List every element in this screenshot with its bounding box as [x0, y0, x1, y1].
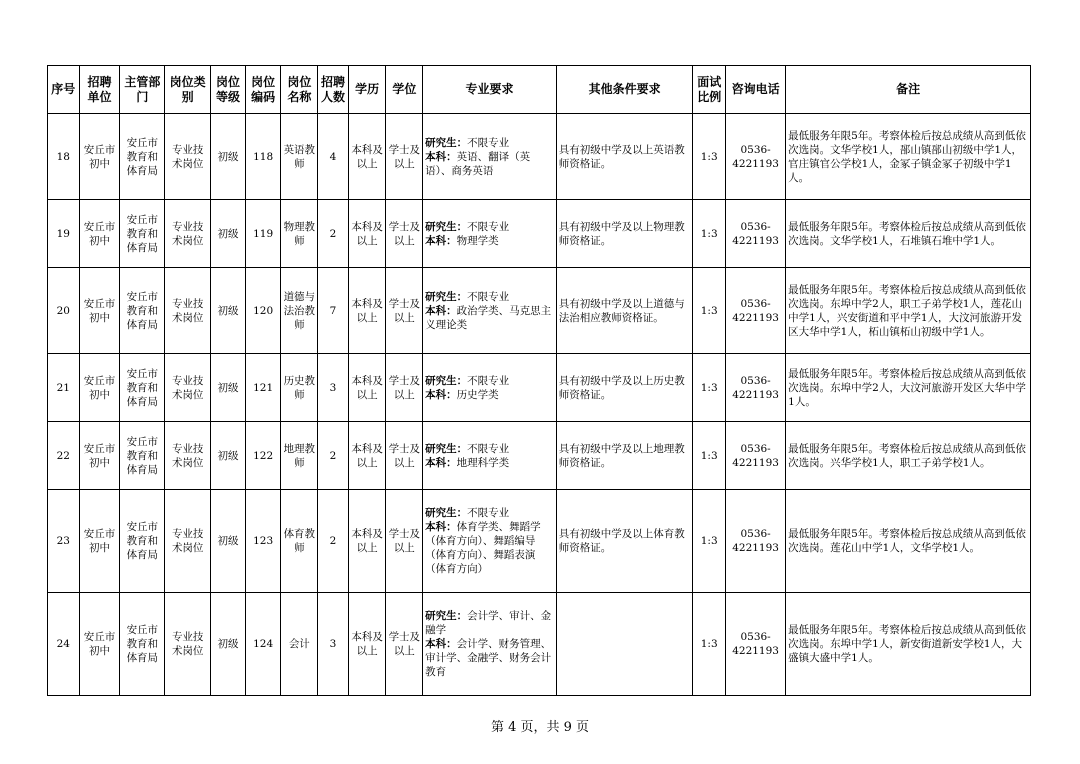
remark: 最低服务年限5年。考察体检后按总成绩从高到低依次选岗。兴华学校1人，职工子弟学校1人。: [786, 422, 1031, 490]
header-cell: 岗位名称: [281, 66, 318, 114]
remark: 最低服务年限5年。考察体检后按总成绩从高到低依次选岗。东埠中学2人，职工子弟学校1人，莲花山中学1人，兴安街道和平中学1人，大汶河旅游开发区大华中学1人，柘山镇柘山初级中学1人。: [786, 268, 1031, 354]
grad-label: 研究生：: [425, 290, 468, 303]
grad-major: 不限专业: [467, 136, 510, 149]
supervising-dept: 安丘市教育和体育局: [120, 200, 165, 268]
row-number: 23: [48, 490, 80, 593]
interview-ratio: 1:3: [693, 114, 726, 200]
other-requirements: 具有初级中学及以上地理教师资格证。: [556, 422, 693, 490]
post-level: 初级: [211, 268, 246, 354]
post-code: 118: [245, 114, 281, 200]
table-row: [48, 114, 1031, 200]
major-requirement: [423, 593, 557, 696]
major-requirement: [423, 268, 557, 354]
other-requirements: 具有初级中学及以上历史教师资格证。: [556, 354, 693, 422]
recruiting-unit: 安丘市初中: [79, 268, 120, 354]
table-row: [48, 200, 1031, 268]
remark: 最低服务年限5年。考察体检后按总成绩从高到低依次选岗。东埠中学1人，新安街道新安学校1人，大盛镇大盛中学1人。: [786, 593, 1031, 696]
hire-count: 3: [318, 354, 349, 422]
recruitment-table: [47, 65, 1031, 696]
undergrad-label: 本科：: [425, 638, 457, 650]
post-code: 120: [245, 268, 281, 354]
post-category: 专业技术岗位: [165, 422, 211, 490]
contact-phone: 0536-4221193: [726, 422, 786, 490]
remark: 最低服务年限5年。考察体检后按总成绩从高到低依次选岗。文华学校1人，郚山镇郚山初级中学1人，官庄镇官公学校1人，金冢子镇金冢子初级中学1人。: [786, 114, 1031, 200]
table-row: [48, 268, 1031, 354]
supervising-dept: 安丘市教育和体育局: [120, 354, 165, 422]
degree: 学士及以上: [386, 422, 423, 490]
other-requirements: 具有初级中学及以上英语教师资格证。: [556, 114, 693, 200]
grad-label: 研究生：: [425, 220, 468, 233]
undergrad-label: 本科：: [425, 304, 457, 317]
contact-phone: 0536-4221193: [726, 114, 786, 200]
grad-major: 会计学、审计、金融学: [425, 610, 552, 636]
row-number: 24: [48, 593, 80, 696]
degree: 学士及以上: [386, 354, 423, 422]
major-requirement: [423, 490, 557, 593]
recruiting-unit: 安丘市初中: [79, 593, 120, 696]
header-cell: 招聘单位: [79, 66, 120, 114]
undergrad-major: 历史学类: [456, 388, 499, 401]
header-cell: 学位: [386, 66, 423, 114]
post-code: 121: [245, 354, 281, 422]
education: 本科及以上: [348, 354, 386, 422]
grad-label: 研究生：: [425, 442, 468, 455]
contact-phone: 0536-4221193: [726, 593, 786, 696]
post-code: 123: [245, 490, 281, 593]
post-category: 专业技术岗位: [165, 490, 211, 593]
undergrad-label: 本科：: [425, 521, 457, 533]
hire-count: 2: [318, 422, 349, 490]
undergrad-major: 英语、翻译（英语）、商务英语: [425, 150, 531, 177]
recruiting-unit: 安丘市初中: [79, 490, 120, 593]
header-cell: 序号: [48, 66, 80, 114]
row-number: 18: [48, 114, 80, 200]
header-cell: 其他条件要求: [556, 66, 693, 114]
hire-count: 2: [318, 200, 349, 268]
contact-phone: 0536-4221193: [726, 490, 786, 593]
header-cell: 咨询电话: [726, 66, 786, 114]
row-number: 22: [48, 422, 80, 490]
grad-major: 不限专业: [467, 442, 510, 455]
interview-ratio: 1:3: [693, 200, 726, 268]
post-level: 初级: [211, 354, 246, 422]
hire-count: 2: [318, 490, 349, 593]
supervising-dept: 安丘市教育和体育局: [120, 268, 165, 354]
degree: 学士及以上: [386, 200, 423, 268]
header-cell: 主管部门: [120, 66, 165, 114]
undergrad-major: 体育学类、舞蹈学（体育方向）、舞蹈编导（体育方向）、舞蹈表演（体育方向）: [425, 521, 541, 575]
hire-count: 3: [318, 593, 349, 696]
page-footer: 第 4 页，共 9 页: [490, 720, 590, 735]
post-category: 专业技术岗位: [165, 114, 211, 200]
other-requirements: 具有初级中学及以上体育教师资格证。: [556, 490, 693, 593]
degree: 学士及以上: [386, 114, 423, 200]
major-requirement: [423, 354, 557, 422]
post-level: 初级: [211, 490, 246, 593]
post-level: 初级: [211, 114, 246, 200]
post-name: 英语教师: [281, 114, 318, 200]
recruiting-unit: 安丘市初中: [79, 354, 120, 422]
education: 本科及以上: [348, 200, 386, 268]
education: 本科及以上: [348, 422, 386, 490]
major-requirement: [423, 114, 557, 200]
post-category: 专业技术岗位: [165, 268, 211, 354]
contact-phone: 0536-4221193: [726, 200, 786, 268]
undergrad-label: 本科：: [425, 150, 457, 163]
degree: 学士及以上: [386, 490, 423, 593]
post-category: 专业技术岗位: [165, 200, 211, 268]
interview-ratio: 1:3: [693, 422, 726, 490]
undergrad-major: 物理学类: [456, 234, 499, 247]
other-requirements: 具有初级中学及以上道德与法治相应教师资格证。: [556, 268, 693, 354]
interview-ratio: 1:3: [693, 354, 726, 422]
table-row: [48, 490, 1031, 593]
undergrad-major: 政治学类、马克思主义理论类: [425, 304, 552, 331]
degree: 学士及以上: [386, 593, 423, 696]
hire-count: 4: [318, 114, 349, 200]
major-requirement: [423, 200, 557, 268]
grad-label: 研究生：: [425, 136, 468, 149]
post-code: 119: [245, 200, 281, 268]
remark: 最低服务年限5年。考察体检后按总成绩从高到低依次选岗。东埠中学2人，大汶河旅游开发区大华中学1人。: [786, 354, 1031, 422]
contact-phone: 0536-4221193: [726, 354, 786, 422]
table-row: [48, 422, 1031, 490]
table-row: [48, 354, 1031, 422]
post-name: 体育教师: [281, 490, 318, 593]
supervising-dept: 安丘市教育和体育局: [120, 593, 165, 696]
post-category: 专业技术岗位: [165, 354, 211, 422]
post-name: 道德与法治教师: [281, 268, 318, 354]
row-number: 20: [48, 268, 80, 354]
undergrad-major: 地理科学类: [456, 456, 510, 469]
grad-major: 不限专业: [467, 290, 510, 303]
post-level: 初级: [211, 422, 246, 490]
grad-label: 研究生：: [425, 610, 468, 622]
other-requirements: 具有初级中学及以上物理教师资格证。: [556, 200, 693, 268]
table-row: [48, 593, 1031, 696]
post-level: 初级: [211, 200, 246, 268]
supervising-dept: 安丘市教育和体育局: [120, 490, 165, 593]
grad-major: 不限专业: [467, 374, 510, 387]
interview-ratio: 1:3: [693, 490, 726, 593]
undergrad-label: 本科：: [425, 234, 457, 247]
header-cell: 岗位类别: [165, 66, 211, 114]
interview-ratio: 1:3: [693, 593, 726, 696]
education: 本科及以上: [348, 268, 386, 354]
header-cell: 面试比例: [693, 66, 726, 114]
post-name: 物理教师: [281, 200, 318, 268]
grad-label: 研究生：: [425, 507, 468, 519]
post-code: 124: [245, 593, 281, 696]
undergrad-major: 会计学、财务管理、审计学、金融学、财务会计教育: [425, 638, 552, 678]
header-cell: 专业要求: [423, 66, 557, 114]
education: 本科及以上: [348, 114, 386, 200]
undergrad-label: 本科：: [425, 456, 457, 469]
header-cell: 岗位编码: [245, 66, 281, 114]
grad-major: 不限专业: [467, 220, 510, 233]
remark: 最低服务年限5年。考察体检后按总成绩从高到低依次选岗。莲花山中学1人，文华学校1人。: [786, 490, 1031, 593]
grad-label: 研究生：: [425, 374, 468, 387]
education: 本科及以上: [348, 490, 386, 593]
header-row: [48, 66, 1031, 114]
header-cell: 岗位等级: [211, 66, 246, 114]
undergrad-label: 本科：: [425, 388, 457, 401]
remark: 最低服务年限5年。考察体检后按总成绩从高到低依次选岗。文华学校1人，石堆镇石堆中学1人。: [786, 200, 1031, 268]
post-name: 历史教师: [281, 354, 318, 422]
post-level: 初级: [211, 593, 246, 696]
contact-phone: 0536-4221193: [726, 268, 786, 354]
post-category: 专业技术岗位: [165, 593, 211, 696]
header-cell: 备注: [786, 66, 1031, 114]
recruiting-unit: 安丘市初中: [79, 114, 120, 200]
other-requirements: [556, 593, 693, 696]
supervising-dept: 安丘市教育和体育局: [120, 422, 165, 490]
interview-ratio: 1:3: [693, 268, 726, 354]
post-name: 会计: [281, 593, 318, 696]
row-number: 21: [48, 354, 80, 422]
post-code: 122: [245, 422, 281, 490]
education: 本科及以上: [348, 593, 386, 696]
header-cell: 招聘人数: [318, 66, 349, 114]
recruiting-unit: 安丘市初中: [79, 200, 120, 268]
post-name: 地理教师: [281, 422, 318, 490]
hire-count: 7: [318, 268, 349, 354]
degree: 学士及以上: [386, 268, 423, 354]
recruiting-unit: 安丘市初中: [79, 422, 120, 490]
grad-major: 不限专业: [467, 507, 510, 519]
header-cell: 学历: [348, 66, 386, 114]
supervising-dept: 安丘市教育和体育局: [120, 114, 165, 200]
major-requirement: [423, 422, 557, 490]
row-number: 19: [48, 200, 80, 268]
